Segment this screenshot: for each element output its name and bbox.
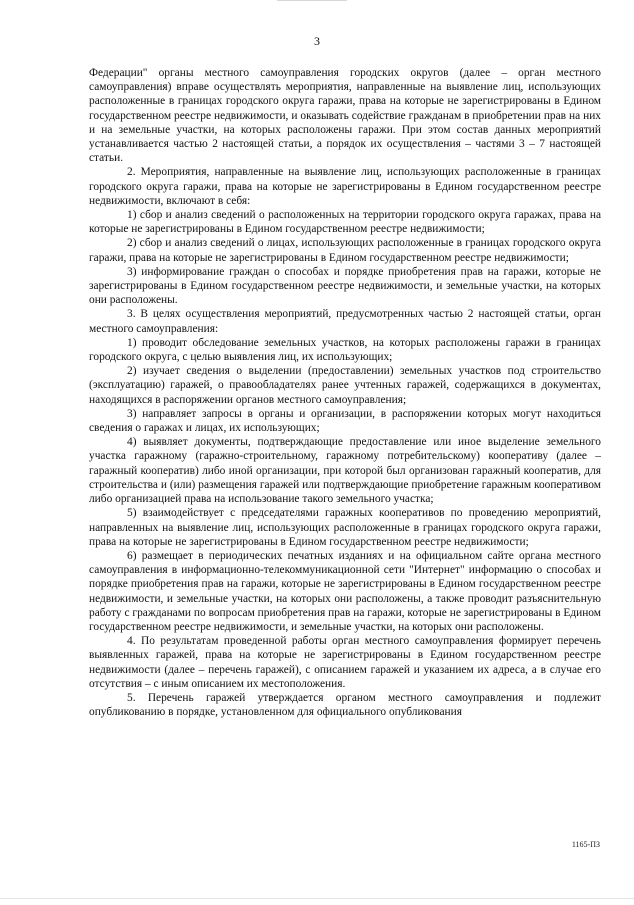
paragraph-section-3: 3. В целях осуществления мероприятий, предусмотренных частью 2 настоящей статьи, орган местного самоуправления: [89,308,601,335]
paragraph-section-5: 5. Перечень гаражей утверждается органом местного самоуправления и подлежит опубликованию в порядке, установленном для официального опубликования [89,691,601,719]
paragraph-item-3-4: 4) выявляет документы, подтверждающие предоставление или иное выделение земельного участка гаражному (гаражно-строительному, гаражному потребительскому) кооперативу (далее – гаражный кооператив) либо иной организации, при которой был организован гаражный кооператив, для строительства и (или) размещения гаражей или подтверждающие приобретение гаражным кооперативом либо организацией права на использование такого земельного участка; [89,436,601,506]
paragraph-item-3-2: 2) изучает сведения о выделении (предоставлении) земельных участков под строительство (эксплуатацию) гаражей, о правообладателях ранее учтенных гаражей, содержащихся в документах, находящихся в распоряжении органов местного самоуправления; [89,365,601,406]
scan-artifact-top [277,0,347,1]
paragraph-section-4: 4. По результатам проведенной работы орган местного самоуправления формирует перечень выявленных гаражей, права на которые не зарегистрированы в Едином государственном реестре недвижимости (далее – перечень гаражей), с описанием гаражей и указанием их адреса, а в случае его отсутствия – с иным описанием их местоположения. [89,635,601,690]
paragraph-item-2-1: 1) сбор и анализ сведений о расположенных на территории городского округа гаражах, права на которые не зарегистрированы в Едином государственном реестре недвижимости; [89,209,601,236]
body-text [89,66,601,719]
paragraph-item-2-2: 2) сбор и анализ сведений о лицах, использующих расположенные в границах городского округа гаражи, права на которые не зарегистрированы в Едином государственном реестре недвижимости; [89,237,601,264]
paragraph-item-3-5: 5) взаимодействует с председателями гаражных кооперативов по проведению мероприятий, направленных на выявление лиц, использующих расположенные в границах городского округа гаражи, права на которые не зарегистрированы в Едином государственном реестре недвижимости; [89,507,601,548]
paragraph-item-3-1: 1) проводит обследование земельных участков, на которых расположены гаражи в границах городского округа, с целью выявления лиц, их использующих; [89,336,601,364]
scan-artifact-bottom [0,898,634,899]
paragraph-item-3-3: 3) направляет запросы в органы и организации, в распоряжении которых могут находиться сведения о гаражах и лицах, их использующих; [89,407,601,435]
paragraph-continuation: Федерации" органы местного самоуправления городских округов (далее – орган местного самоуправления) вправе осуществлять мероприятия, направленные на выявление лиц, использующих расположенные в границах городского округа гаражи, права на которые не зарегистрированы в Едином государственном реестре недвижимости, и оказывать содействие гражданам в приобретении прав на них и на земельные участки, на которых расположены гаражи. При этом состав данных мероприятий устанавливается частью 2 настоящей статьи, а порядок их осуществления – частями 3 – 7 настоящей статьи. [89,67,601,165]
paragraph-item-2-3: 3) информирование граждан о способах и порядке приобретения прав на гаражи, которые не зарегистрированы в Едином государственном реестре недвижимости, и земельные участки, на которых они расположены. [89,265,601,307]
document-code: 1165-ПЗ [571,840,600,849]
page-number: 3 [314,34,320,48]
paragraph-section-2: 2. Мероприятия, направленные на выявление лиц, использующих расположенные в границах городского округа гаражи, права на которые не зарегистрированы в Едином государственном реестре недвижимости, включают в себя: [89,166,601,207]
paragraph-item-3-6: 6) размещает в периодических печатных изданиях и на официальном сайте органа местного самоуправления в информационно-телекоммуникационной сети "Интернет" информацию о способах и порядке приобретения прав на гаражи, которые не зарегистрированы в Едином государственном реестре недвижимости, и земельные участки, на которых они расположены, а также проводит разъяснительную работу с гражданами по вопросам приобретения прав на гаражи, которые не зарегистрированы в Едином государственном реестре недвижимости, и земельные участки, на которых они расположены. [89,549,601,633]
